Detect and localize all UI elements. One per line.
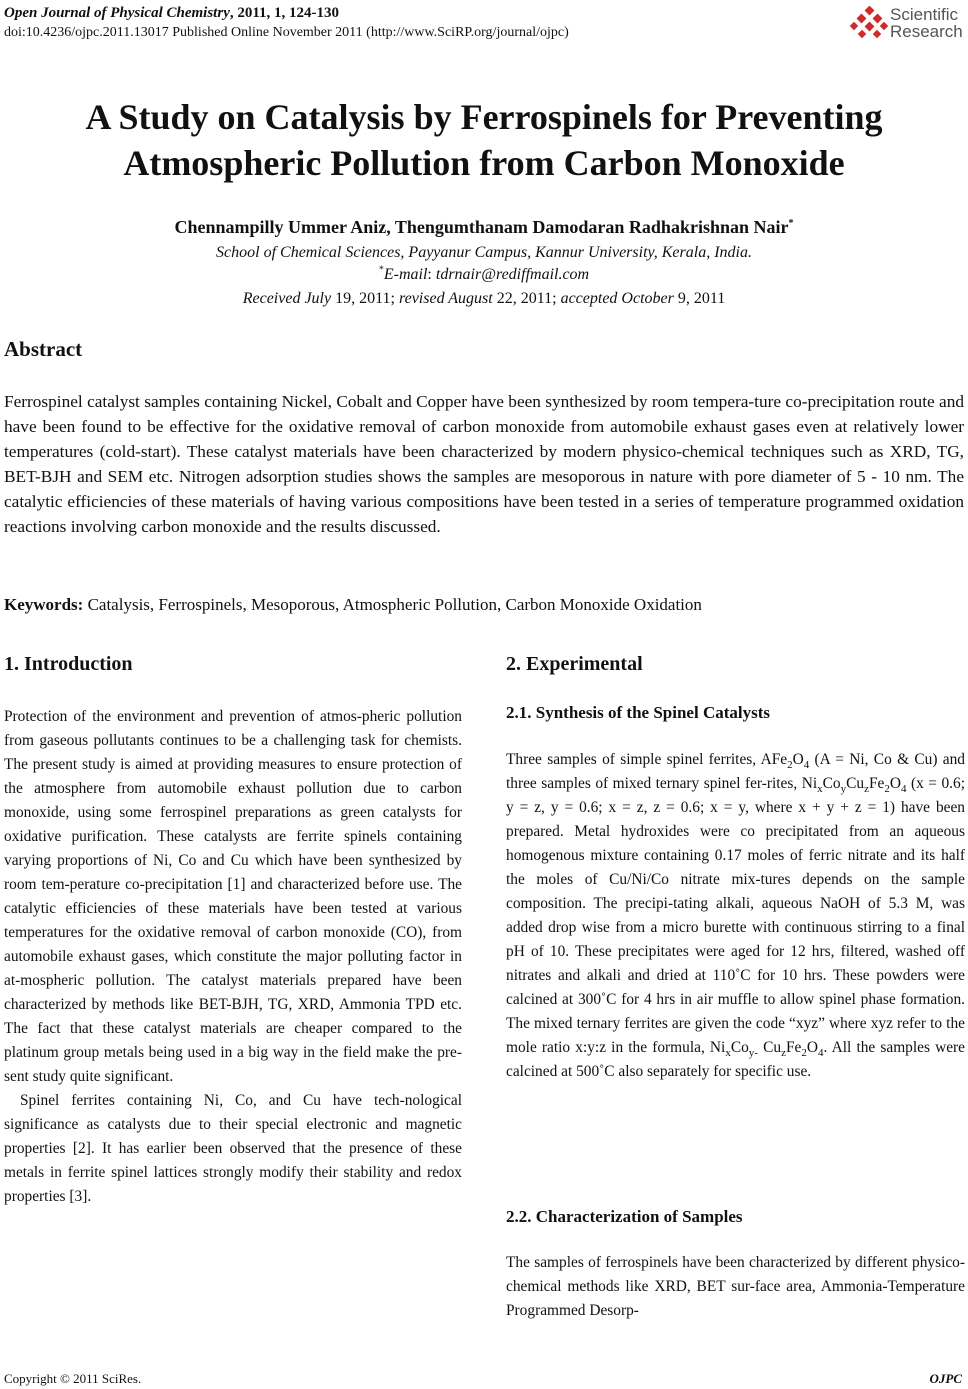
subscript: y	[840, 783, 847, 796]
synthesis-text: Cu	[846, 775, 865, 792]
subscript: z	[781, 1047, 786, 1060]
synthesis-heading: 2.1. Synthesis of the Spinel Catalysts	[506, 703, 771, 722]
synthesis-text: (x = 0.6; y = z, y = 0.6; x = z, z = 0.6; x = y, where x + y + z = 1) have been prepared. Metal hydroxides were co precipitated from an aqueous homogenous mixture containing 0.17 moles of ferric nitrate and its half the moles of Cu/Ni/Co nitrate mix-tures depends on the sample composition. The precipi-tating alkali, aqueous NaOH of 5.3 M, was added drop wise from a micro burette with continuous stirring to a final pH of 10. These precipitates were aged for 12 hrs, filtered, washed off nitrates and alkali and dried at 110˚C for 10 hrs. These powders were calcined at 300˚C for 4 hrs in air muffle to allow spinel phase formation. The mixed ternary ferrites are given the code “xyz” where xyz refer to the mole ratio x:y:z in the formula, Ni	[506, 775, 966, 1056]
corresponding-mark: *	[788, 218, 794, 229]
subscript: 2	[884, 783, 890, 796]
email-separator: :	[427, 266, 436, 283]
subscript: 4	[818, 1047, 824, 1060]
scirp-logo-icon	[850, 6, 890, 42]
synthesis-text: Co	[822, 775, 841, 792]
synthesis-text: O	[889, 775, 901, 792]
subscript: z	[864, 783, 869, 796]
intro-paragraph-2: Spinel ferrites containing Ni, Co, and Cu have tech-nological significance as catalysts due to their special electronic and magnetic properties [2]. It has earlier been observed that the presence of these metals in ferrite spinel lattices strongly modify their stability and redox properties [3].	[4, 1092, 462, 1205]
logo-line-1: Scientific	[890, 5, 959, 24]
affiliation: School of Chemical Sciences, Payyanur Campus, Kannur University, Kerala, India.	[216, 244, 752, 261]
journal-volume: , 2011, 1, 124-130	[229, 5, 340, 21]
email-address[interactable]: tdrnair@rediffmail.com	[435, 266, 590, 283]
intro-heading: 1. Introduction	[4, 653, 133, 675]
subscript: 4	[803, 759, 810, 772]
synthesis-text: (A = Ni, Co & Cu) and three samples of mixed ternary spinel fer-rites, Ni	[506, 751, 965, 792]
logo-wordmark	[890, 6, 963, 40]
synthesis-text: Three samples of simple spinel ferrites, AFe	[506, 751, 788, 768]
article-dates	[0, 289, 968, 309]
author-list	[0, 216, 968, 238]
journal-abbreviation: OJPC	[929, 1371, 962, 1386]
experimental-heading: 2. Experimental	[506, 653, 643, 675]
synthesis-text: O	[806, 1039, 818, 1056]
journal-citation	[4, 4, 844, 22]
keywords-list: Catalysis, Ferrospinels, Mesoporous, Atmospheric Pollution, Carbon Monoxide Oxidation	[83, 595, 702, 614]
logo-line-2: Research	[890, 22, 963, 41]
synthesis-text: Fe	[868, 775, 885, 792]
publisher-logo	[850, 4, 968, 44]
subscript: 2	[787, 759, 793, 772]
accepted-date: 9, 2011	[673, 290, 726, 307]
copyright: Copyright © 2011 SciRes.	[4, 1371, 142, 1386]
subscript: y-	[748, 1047, 758, 1060]
synthesis-text: O	[792, 751, 804, 768]
accepted-label: accepted October	[560, 290, 674, 307]
synthesis-text: Fe	[785, 1039, 802, 1056]
keywords-label: Keywords:	[4, 595, 84, 614]
synthesis-text: Cu	[757, 1039, 782, 1056]
email-line	[0, 265, 968, 285]
author-names: Chennampilly Ummer Aniz, Thengumthanam Damodaran Radhakrishnan Nair	[174, 217, 789, 237]
intro-body	[4, 705, 462, 1209]
synthesis-body	[506, 748, 965, 1084]
characterization-heading: 2.2. Characterization of Samples	[506, 1207, 743, 1226]
subscript: 4	[900, 783, 907, 796]
synthesis-text: Co	[730, 1039, 749, 1056]
email-label: E-mail	[383, 266, 428, 283]
revised-date: 22, 2011;	[492, 290, 561, 307]
title-line-1: A Study on Catalysis by Ferrospinels for Preventing	[85, 97, 883, 137]
email-mark: *	[378, 264, 384, 276]
synthesis-text: . All the samples were calcined at 500˚C also separately for specific use.	[506, 1039, 966, 1080]
subscript: 2	[801, 1047, 807, 1060]
revised-label: revised August	[398, 290, 493, 307]
intro-paragraph-1: Protection of the environment and prevention of atmos-pheric pollution from gaseous pollutants continues to be a challenging task for chemists. The present study is aimed at providing measures to ensure protection of the atmosphere from automobile exhaust pollution due to carbon monoxide, using some ferrospinel preparations as green catalysts for oxidative purification. These catalysts are ferrite spinels containing varying proportions of Ni, Co and Cu which have been synthesized by room tem-perature co-precipitation [1] and characterized before use. The catalytic efficiencies of these materials have been tested at various temperatures for the oxidative removal of carbon monoxide (CO), from automobile exhaust gases, which constitute the major polluting factor in at-mospheric pollution. The catalyst materials prepared have been characterized by methods like BET-BJH, TG, XRD, Ammonia TPD etc. The fact that these catalyst materials are cheaper compared to the platinum group metals being used in a big way in the field make the pre-sent study quite significant.	[4, 708, 462, 1085]
doi-line: doi:10.4236/ojpc.2011.13017 Published Online November 2011 (http://www.SciRP.org/journal/ojpc)	[4, 25, 569, 40]
journal-name: Open Journal of Physical Chemistry	[4, 5, 230, 21]
subscript: x	[817, 783, 823, 796]
received-label: Received July	[242, 290, 332, 307]
abstract-body: Ferrospinel catalyst samples containing Nickel, Cobalt and Copper have been synthesized by room tempera-ture co-precipitation route and have been found to be effective for the oxidative removal of carbon monoxide from automobile exhaust gases even at relatively lower temperatures (cold-start). These catalyst materials have been characterized by modern physico-chemical techniques such as XRD, TG, BET-BJH and SEM etc. Nitrogen adsorption studies shows the samples are mesoporous in nature with pore diameter of 5 - 10 nm. The catalytic efficiencies of these materials of having various compositions have been tested in a series of temperature programmed oxidation reactions involving carbon monoxide and the results discussed.	[4, 392, 964, 536]
subscript: x	[725, 1047, 731, 1060]
abstract-heading: Abstract	[4, 337, 83, 361]
journal-header	[4, 4, 844, 42]
title-line-2: Atmospheric Pollution from Carbon Monoxide	[123, 143, 845, 183]
keywords	[4, 593, 964, 617]
received-date: 19, 2011;	[331, 290, 399, 307]
characterization-body: The samples of ferrospinels have been characterized by different physico-chemical methods like XRD, BET sur-face area, Ammonia-Temperature Programmed Desorp-	[506, 1254, 965, 1319]
paper-title	[0, 94, 968, 186]
